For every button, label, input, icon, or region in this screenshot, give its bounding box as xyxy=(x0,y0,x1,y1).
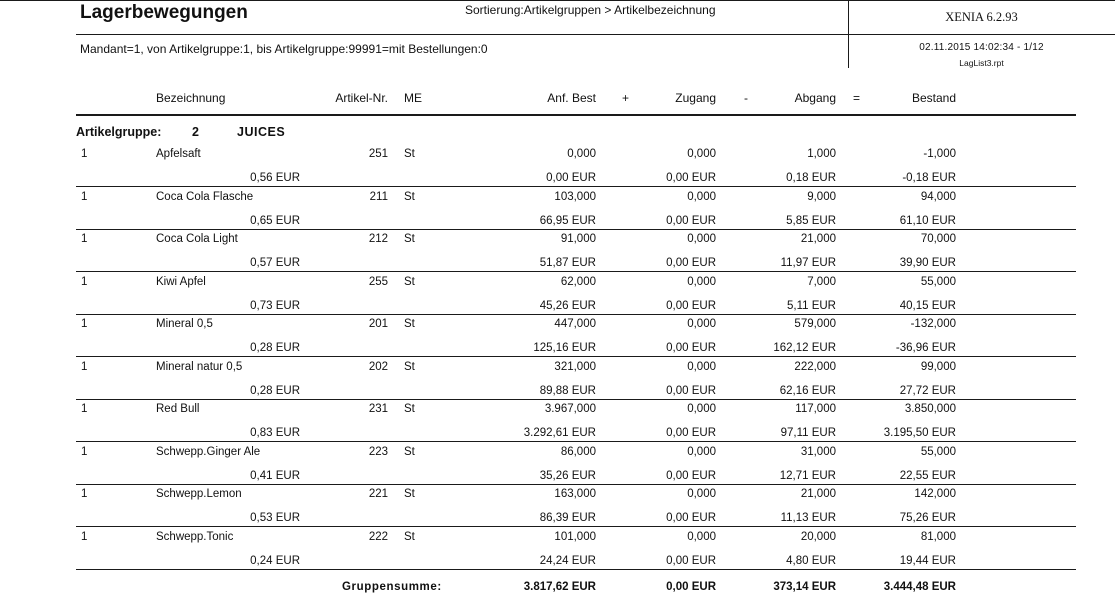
header-top-rule xyxy=(0,0,1115,1)
row-name: Schwepp.Lemon xyxy=(156,488,242,500)
row-bestand: 55,000 xyxy=(920,275,956,288)
row-me: St xyxy=(404,488,415,500)
row-anf-eur: 3.292,61 EUR xyxy=(523,427,596,439)
row-zugang-eur: 0,00 EUR xyxy=(666,172,716,184)
row-abgang-eur: 11,13 EUR xyxy=(780,512,836,524)
row-abgang-eur: 4,80 EUR xyxy=(786,554,836,567)
row-me: St xyxy=(404,275,415,288)
row-name: Kiwi Apfel xyxy=(156,275,206,288)
col-minus: - xyxy=(744,91,748,105)
table-row xyxy=(0,148,1115,191)
row-mandant: 1 xyxy=(81,318,88,330)
report-title: Lagerbewegungen xyxy=(80,2,248,23)
row-mandant: 1 xyxy=(81,530,88,543)
row-bestand: 55,000 xyxy=(920,445,956,458)
row-zugang-eur: 0,00 EUR xyxy=(666,257,716,269)
row-artikel-nr: 221 xyxy=(368,488,388,500)
row-me: St xyxy=(404,190,415,203)
group-sum-zugang: 0,00 EUR xyxy=(666,581,716,593)
row-separator xyxy=(76,399,1076,400)
row-anf-eur: 89,88 EUR xyxy=(539,384,596,397)
row-separator xyxy=(76,441,1076,442)
row-bestand-eur: 27,72 EUR xyxy=(899,384,956,397)
col-bestand: Bestand xyxy=(911,91,956,105)
row-anf-eur: 0,00 EUR xyxy=(546,172,596,184)
row-bestand: 99,000 xyxy=(920,360,956,373)
row-zugang: 0,000 xyxy=(687,233,716,245)
row-zugang-eur: 0,00 EUR xyxy=(666,427,716,439)
col-zugang: Zugang xyxy=(675,91,716,105)
table-row xyxy=(0,233,1115,276)
row-anf-best: 3.967,000 xyxy=(544,403,596,415)
row-anf-eur: 125,16 EUR xyxy=(533,342,596,354)
col-me: ME xyxy=(404,91,422,105)
row-name: Red Bull xyxy=(156,403,200,415)
col-abgang: Abgang xyxy=(794,91,836,105)
row-zugang: 0,000 xyxy=(687,445,716,458)
group-number: 2 xyxy=(192,125,199,139)
row-anf-eur: 35,26 EUR xyxy=(539,469,596,482)
row-anf-best: 101,000 xyxy=(554,530,596,543)
row-price: 0,65 EUR xyxy=(250,214,300,227)
row-separator xyxy=(76,186,1076,187)
row-price: 0,28 EUR xyxy=(250,342,300,354)
row-zugang-eur: 0,00 EUR xyxy=(666,384,716,397)
row-bestand: 94,000 xyxy=(920,190,956,203)
table-row xyxy=(0,276,1115,319)
row-abgang-eur: 162,12 EUR xyxy=(773,342,836,354)
row-mandant: 1 xyxy=(81,445,88,458)
row-anf-best: 86,000 xyxy=(560,445,596,458)
row-abgang: 1,000 xyxy=(807,148,836,160)
row-abgang-eur: 0,18 EUR xyxy=(786,172,836,184)
row-zugang: 0,000 xyxy=(687,530,716,543)
row-mandant: 1 xyxy=(81,403,88,415)
row-price: 0,73 EUR xyxy=(250,299,300,312)
print-date-page: 02.11.2015 14:02:34 - 1/12 xyxy=(919,42,1044,53)
row-zugang-eur: 0,00 EUR xyxy=(666,299,716,312)
row-separator xyxy=(76,356,1076,357)
row-mandant: 1 xyxy=(81,488,88,500)
table-row xyxy=(0,446,1115,489)
row-abgang: 21,000 xyxy=(800,233,836,245)
row-artikel-nr: 223 xyxy=(368,445,388,458)
row-zugang: 0,000 xyxy=(687,190,716,203)
row-anf-eur: 66,95 EUR xyxy=(539,214,596,227)
group-sum-label: Gruppensumme: xyxy=(342,581,442,593)
row-abgang: 9,000 xyxy=(807,190,836,203)
row-name: Coca Cola Light xyxy=(156,233,238,245)
row-bestand: 3.850,000 xyxy=(904,403,956,415)
row-zugang-eur: 0,00 EUR xyxy=(666,554,716,567)
row-name: Mineral 0,5 xyxy=(156,318,213,330)
row-name: Schwepp.Tonic xyxy=(156,530,234,543)
row-separator xyxy=(76,484,1076,485)
row-anf-eur: 86,39 EUR xyxy=(539,512,596,524)
row-anf-best: 103,000 xyxy=(554,190,596,203)
row-price: 0,57 EUR xyxy=(250,257,300,269)
row-me: St xyxy=(404,360,415,373)
row-bestand-eur: 39,90 EUR xyxy=(899,257,956,269)
row-abgang: 21,000 xyxy=(800,488,836,500)
row-abgang: 222,000 xyxy=(794,360,836,373)
row-zugang: 0,000 xyxy=(687,488,716,500)
row-me: St xyxy=(404,530,415,543)
row-me: St xyxy=(404,233,415,245)
group-sum-anf: 3.817,62 EUR xyxy=(523,581,596,593)
row-name: Coca Cola Flasche xyxy=(156,190,254,203)
row-abgang-eur: 11,97 EUR xyxy=(780,257,836,269)
col-artikel-nr: Artikel-Nr. xyxy=(335,91,388,105)
sorting-info: Sortierung:Artikelgruppen > Artikelbezeichnung xyxy=(465,3,716,17)
row-bestand: 70,000 xyxy=(920,233,956,245)
row-artikel-nr: 251 xyxy=(368,148,388,160)
col-plus: + xyxy=(622,91,630,105)
row-bestand-eur: 40,15 EUR xyxy=(899,299,956,312)
row-price: 0,83 EUR xyxy=(250,427,300,439)
row-zugang: 0,000 xyxy=(687,360,716,373)
row-name: Schwepp.Ginger Ale xyxy=(156,445,261,458)
row-separator xyxy=(76,314,1076,315)
row-anf-best: 0,000 xyxy=(567,148,596,160)
col-anf-best: Anf. Best xyxy=(547,91,596,105)
row-zugang: 0,000 xyxy=(687,318,716,330)
row-price: 0,56 EUR xyxy=(250,172,300,184)
row-zugang-eur: 0,00 EUR xyxy=(666,512,716,524)
row-artikel-nr: 202 xyxy=(368,360,388,373)
row-anf-best: 91,000 xyxy=(560,233,596,245)
table-row xyxy=(0,318,1115,361)
row-artikel-nr: 201 xyxy=(368,318,388,330)
row-artikel-nr: 231 xyxy=(368,403,388,415)
row-abgang: 31,000 xyxy=(800,445,836,458)
row-bestand: 142,000 xyxy=(914,488,956,500)
row-bestand: 81,000 xyxy=(920,530,956,543)
table-row xyxy=(0,361,1115,404)
app-version: XENIA 6.2.93 xyxy=(945,10,1018,24)
row-bestand-eur: 75,26 EUR xyxy=(899,512,956,524)
row-name: Apfelsaft xyxy=(156,148,201,160)
row-bestand-eur: 19,44 EUR xyxy=(899,554,956,567)
row-abgang: 579,000 xyxy=(794,318,836,330)
row-artikel-nr: 222 xyxy=(368,530,388,543)
row-zugang: 0,000 xyxy=(687,275,716,288)
row-bestand-eur: -36,96 EUR xyxy=(895,342,956,354)
table-row xyxy=(0,403,1115,446)
row-artikel-nr: 255 xyxy=(368,275,388,288)
report-file: LagList3.rpt xyxy=(959,58,1004,68)
row-anf-best: 321,000 xyxy=(554,360,596,373)
header-mid-rule xyxy=(76,34,1115,35)
group-name: JUICES xyxy=(237,125,286,139)
row-zugang: 0,000 xyxy=(687,148,716,160)
row-zugang-eur: 0,00 EUR xyxy=(666,214,716,227)
row-mandant: 1 xyxy=(81,275,88,288)
group-label: Artikelgruppe: xyxy=(76,125,162,139)
row-price: 0,24 EUR xyxy=(250,554,300,567)
row-me: St xyxy=(404,148,415,160)
row-zugang-eur: 0,00 EUR xyxy=(666,342,716,354)
row-anf-eur: 45,26 EUR xyxy=(539,299,596,312)
group-sum-abgang: 373,14 EUR xyxy=(773,581,836,593)
row-price: 0,53 EUR xyxy=(250,512,300,524)
row-separator xyxy=(76,229,1076,230)
row-price: 0,28 EUR xyxy=(250,384,300,397)
filter-info: Mandant=1, von Artikelgruppe:1, bis Artikelgruppe:99991=mit Bestellungen:0 xyxy=(80,42,488,56)
row-zugang-eur: 0,00 EUR xyxy=(666,469,716,482)
group-sum-bestand: 3.444,48 EUR xyxy=(883,581,956,593)
row-price: 0,41 EUR xyxy=(250,469,300,482)
row-anf-best: 163,000 xyxy=(554,488,596,500)
row-anf-eur: 24,24 EUR xyxy=(539,554,596,567)
row-bestand-eur: -0,18 EUR xyxy=(902,172,956,184)
row-mandant: 1 xyxy=(81,233,88,245)
row-me: St xyxy=(404,318,415,330)
row-bestand-eur: 61,10 EUR xyxy=(899,214,956,227)
table-row xyxy=(0,531,1115,574)
row-bestand: -1,000 xyxy=(923,148,956,160)
row-separator xyxy=(76,569,1076,570)
row-abgang-eur: 5,11 EUR xyxy=(786,299,836,312)
row-artikel-nr: 211 xyxy=(369,190,388,203)
row-mandant: 1 xyxy=(81,360,88,373)
row-anf-best: 447,000 xyxy=(554,318,596,330)
row-mandant: 1 xyxy=(81,190,88,203)
col-equals: = xyxy=(853,91,861,105)
row-abgang-eur: 62,16 EUR xyxy=(779,384,836,397)
row-anf-best: 62,000 xyxy=(560,275,596,288)
row-abgang-eur: 12,71 EUR xyxy=(779,469,836,482)
row-abgang-eur: 5,85 EUR xyxy=(786,214,836,227)
row-abgang: 7,000 xyxy=(807,275,836,288)
row-bestand: -132,000 xyxy=(910,318,956,330)
row-zugang: 0,000 xyxy=(687,403,716,415)
row-mandant: 1 xyxy=(81,148,88,160)
row-me: St xyxy=(404,403,415,415)
row-abgang-eur: 97,11 EUR xyxy=(780,427,836,439)
row-me: St xyxy=(404,445,415,458)
row-name: Mineral natur 0,5 xyxy=(156,360,243,373)
row-abgang: 117,000 xyxy=(795,403,836,415)
row-bestand-eur: 22,55 EUR xyxy=(899,469,956,482)
row-artikel-nr: 212 xyxy=(368,233,388,245)
col-bezeichnung: Bezeichnung xyxy=(156,91,226,105)
row-separator xyxy=(76,526,1076,527)
row-bestand-eur: 3.195,50 EUR xyxy=(883,427,956,439)
table-row xyxy=(0,488,1115,531)
row-anf-eur: 51,87 EUR xyxy=(539,257,596,269)
row-abgang: 20,000 xyxy=(800,530,836,543)
column-header-rule xyxy=(76,114,1076,116)
table-row xyxy=(0,191,1115,234)
row-separator xyxy=(76,271,1076,272)
